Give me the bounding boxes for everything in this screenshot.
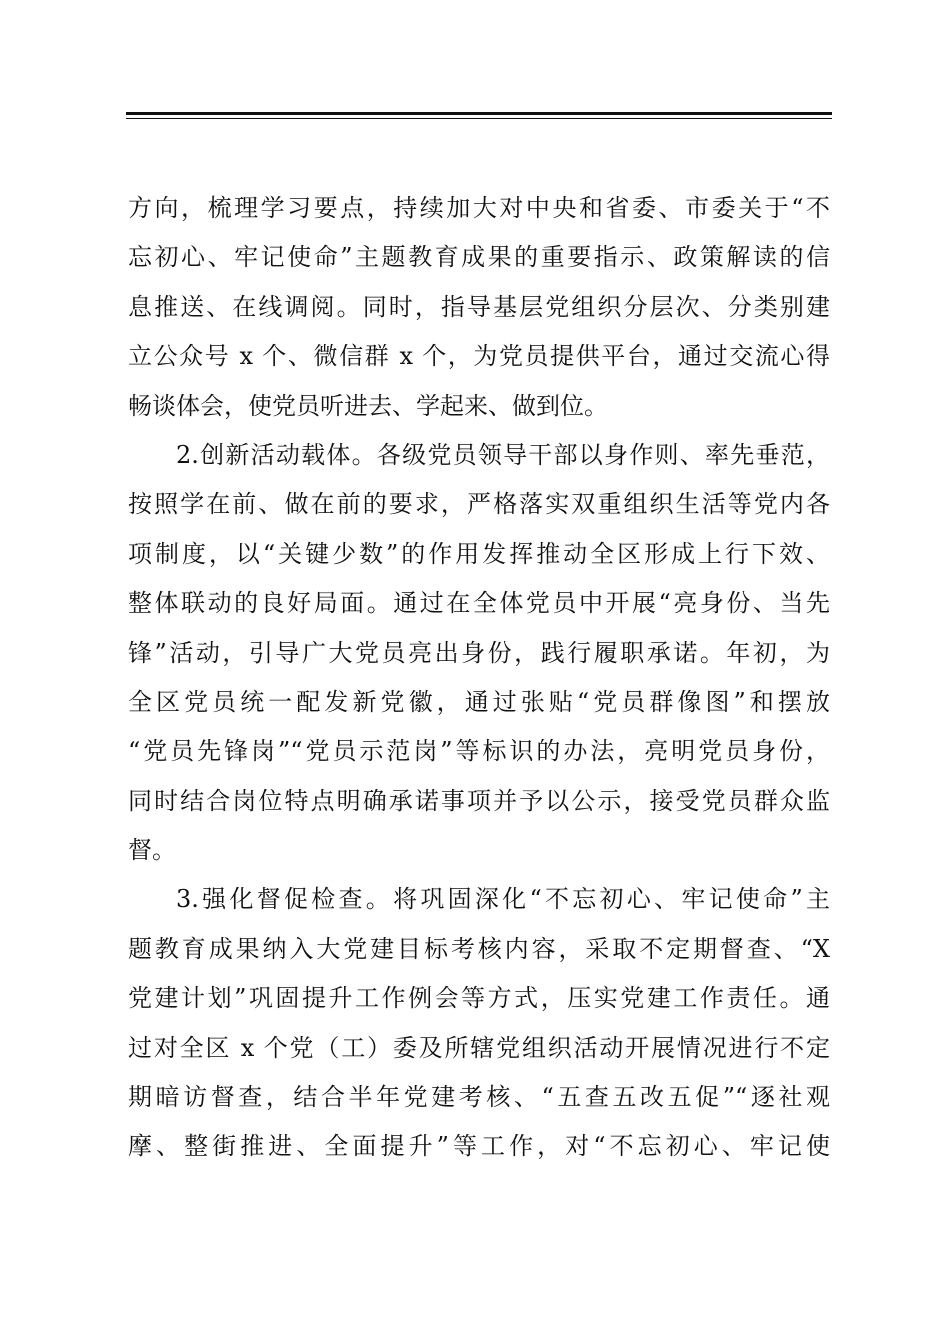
header-rule-thin xyxy=(126,118,832,119)
text-line: 督。 xyxy=(128,836,176,865)
header-double-rule xyxy=(126,112,832,119)
text-line: 项制度，以“关键少数”的作用发挥推动全区形成上行下效、 xyxy=(128,539,830,568)
document-body xyxy=(128,184,830,1172)
text-line: 整体联动的良好局面。通过在全体党员中开展“亮身份、当先 xyxy=(128,589,830,618)
text-line: 立公众号 x 个、微信群 x 个，为党员提供平台，通过交流心得 xyxy=(128,342,830,371)
text-line: 锋”活动，引导广大党员亮出身份，践行履职承诺。年初，为 xyxy=(128,638,830,667)
text-line: “党员先锋岗”“党员示范岗”等标识的办法，亮明党员身份， xyxy=(128,737,830,766)
text-line: 党建计划”巩固提升工作例会等方式，压实党建工作责任。通 xyxy=(128,984,830,1013)
text-line: 全区党员统一配发新党徽，通过张贴“党员群像图”和摆放 xyxy=(128,687,830,716)
text-line: 忘初心、牢记使命”主题教育成果的重要指示、政策解读的信 xyxy=(128,243,830,272)
text-line: 期暗访督查，结合半年党建考核、“五查五改五促”“逐社观 xyxy=(128,1083,830,1112)
text-line: 按照学在前、做在前的要求，严格落实双重组织生活等党内各 xyxy=(128,490,830,519)
text-line: 畅谈体会，使党员听进去、学起来、做到位。 xyxy=(128,391,608,420)
text-line: 过对全区 x 个党（工）委及所辖党组织活动开展情况进行不定 xyxy=(128,1033,830,1062)
text-line: 方向，梳理学习要点，持续加大对中央和省委、市委关于“不 xyxy=(128,194,830,222)
paragraph-3-heading-line: 3.强化督促检查。将巩固深化“不忘初心、牢记使命”主 xyxy=(176,885,830,914)
text-line: 同时结合岗位特点明确承诺事项并予以公示，接受党员群众监 xyxy=(128,786,830,815)
text-line: 息推送、在线调阅。同时，指导基层党组织分层次、分类别建 xyxy=(128,292,830,321)
text-line: 题教育成果纳入大党建目标考核内容，采取不定期督查、“X xyxy=(128,934,830,963)
paragraph-2-heading-line: 2.创新活动载体。各级党员领导干部以身作则、率先垂范， xyxy=(176,440,830,469)
text-line: 摩、整街推进、全面提升”等工作，对“不忘初心、牢记使 xyxy=(128,1132,830,1161)
